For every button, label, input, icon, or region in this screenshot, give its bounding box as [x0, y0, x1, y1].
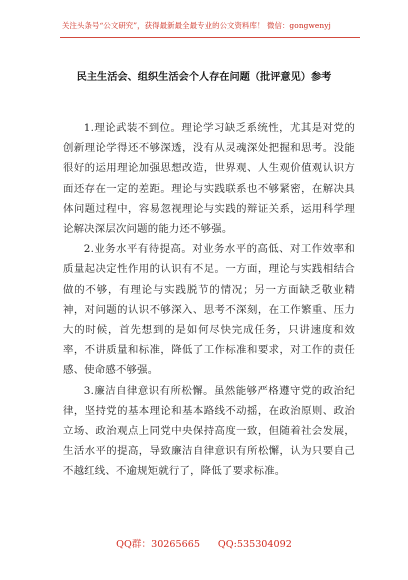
footer-contact: [0, 538, 408, 551]
qq-number: QQ:535304092: [217, 539, 292, 550]
header-divider: [60, 37, 360, 38]
paragraph-theory: 1.理论武装不到位。理论学习缺乏系统性，尤其是对党的创新理论学得还不够深透，没有从灵魂深处把握和思考。没能很好的运用理论加强思想改造，世界观、人生观价值观认识方面还存在一定的差距。理论与实践联系也不够紧密，在解决具体问题过程中，容易忽视理论与实践的辩证关系，运用科学理论解决深层次问题的能力还不够强。: [63, 122, 355, 236]
qq-group-number: QQ群：30265665: [116, 539, 200, 550]
document-title: 民主生活会、组织生活会个人存在问题（批评意见）参考: [76, 71, 332, 83]
header-banner: 关注头条号“公文研究”，获得最新最全最专业的公文资料库！ 微信：gongwenyj: [62, 21, 331, 30]
paragraph-business: 2.业务水平有待提高。对业务水平的高低、对工作效率和质量起决定性作用的认识有不足。一方面，理论与实践相结合做的不够，有理论与实践脱节的情况；另一方面缺乏敬业精神，对问题的认识不够深入、思考不深刻，在工作繁重、压力大的时候，首先想到的是如何尽快完成任务，只讲速度和效率，不讲质量和标准，降低了工作标准和要求，对工作的责任感、使命感不够强。: [63, 243, 355, 377]
document-body: [63, 118, 355, 482]
paragraph-integrity: 3.廉洁自律意识有所松懈。虽然能够严格遵守党的政治纪律，坚持党的基本理论和基本路线不动摇，在政治原则、政治立场、政治观点上同党中央保持高度一致，但随着社会发展，生活水平的提高，导致廉洁自律意识有所松懈，认为只要自己不越红线、不逾规矩就行了，降低了要求标准。: [63, 384, 355, 478]
